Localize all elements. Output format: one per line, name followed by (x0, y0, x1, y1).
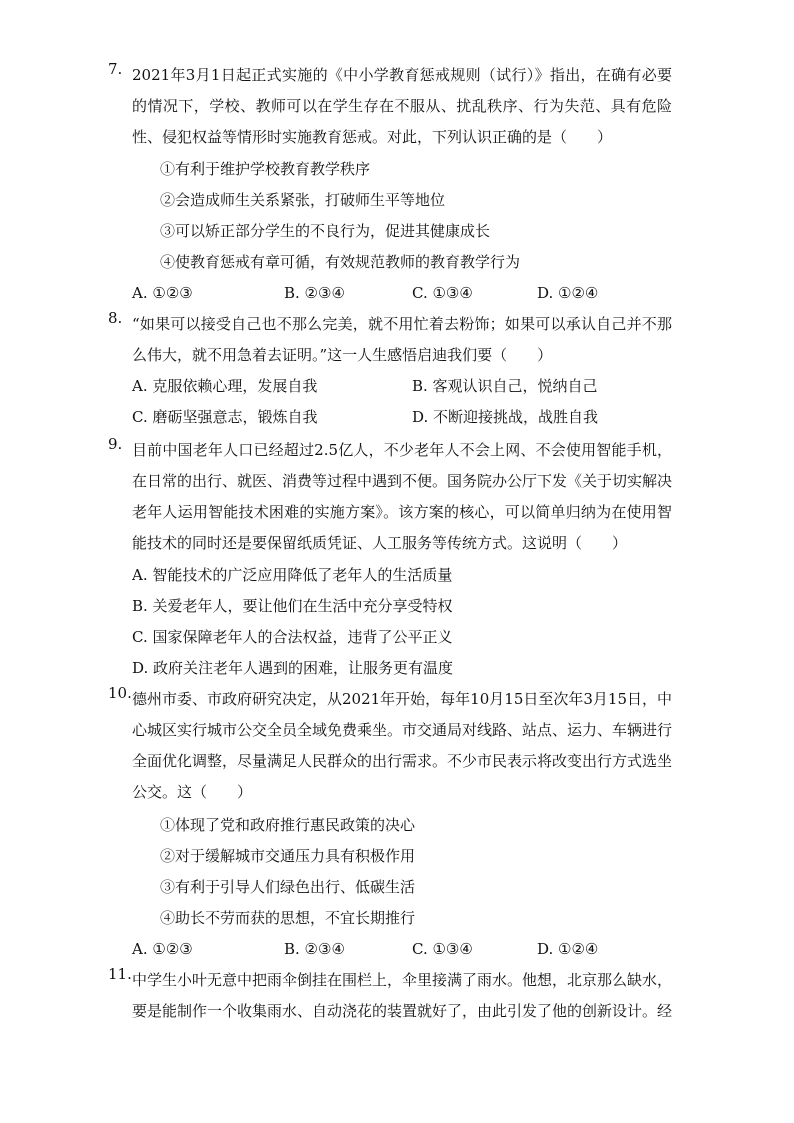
choice-a: A. 智能技术的广泛应用降低了老年人的生活质量 (132, 566, 453, 584)
question-stem: 2021年3月1日起正式实施的《中小学教育惩戒规则（试行）》指出，在确有必要的情况下，学校、教师可以在学生存在不服从、扰乱秩序、行为失范、具有危险性、侵犯权益等情形时实施教育惩戒。对此，下列认识正确的是（ ） (132, 66, 672, 146)
statement-item: ③有利于引导人们绿色出行、低碳生活 (160, 878, 416, 896)
choice-b: B. 关爱老年人，要让他们在生活中充分享受特权 (132, 597, 453, 615)
statement-item: ①有利于维护学校教育教学秩序 (160, 160, 371, 178)
answer-choices-row (132, 934, 692, 965)
choice-d: D. ①②④ (537, 940, 599, 958)
choice-c: C. 国家保障老年人的合法权益，违背了公平正义 (132, 628, 453, 646)
question-number: 8. (108, 309, 123, 327)
choice-a: A. 克服依赖心理，发展自我 (132, 377, 318, 395)
question-10 (108, 684, 673, 808)
choice-b: B. 客观认识自己，悦纳自己 (412, 377, 598, 395)
choice-b: B. ②③④ (284, 940, 345, 958)
answer-choices-row (132, 402, 692, 433)
choice-d: D. 不断迎接挑战，战胜自我 (412, 408, 599, 426)
statement-item: ②会造成师生关系紧张，打破师生平等地位 (160, 191, 446, 209)
choice-a: A. ①②③ (132, 284, 193, 302)
choice-d: D. ①②④ (537, 284, 599, 302)
question-stem: “如果可以接受自己也不那么完美，就不用忙着去粉饰；如果可以承认自己并不那么伟大，就不用急着去证明。”这一人生感悟启迪我们要（ ） (132, 315, 672, 364)
question-stem: 中学生小叶无意中把雨伞倒挂在围栏上，伞里接满了雨水。他想，北京那么缺水，要是能制作一个收集雨水、自动浇花的装置就好了，由此引发了他的创新设计。经 (132, 971, 673, 1020)
question-9 (108, 435, 673, 559)
question-number: 7. (108, 60, 123, 78)
choice-b: B. ②③④ (284, 284, 345, 302)
question-stem: 德州市委、市政府研究决定，从2021年开始，每年10月15日至次年3月15日，中心城区实行城市公交全员全域免费乘坐。市交通局对线路、站点、运力、车辆进行全面优化调整，尽量满足人民群众的出行需求。不少市民表示将改变出行方式选坐公交。这（ ） (132, 690, 673, 801)
choice-c: C. ①③④ (412, 284, 473, 302)
question-11 (108, 965, 673, 1027)
question-number: 9. (108, 435, 123, 453)
question-stem: 目前中国老年人口已经超过2.5亿人，不少老年人不会上网、不会使用智能手机，在日常的出行、就医、消费等过程中遇到不便。国务院办公厅下发《关于切实解决老年人运用智能技术困难的实施方案》。该方案的核心，可以简单归纳为在使用智能技术的同时还是要保留纸质凭证、人工服务等传统方式。这说明（ ） (132, 441, 673, 552)
question-number: 10. (108, 684, 132, 702)
statement-item: ③可以矫正部分学生的不良行为，促进其健康成长 (160, 222, 491, 240)
answer-choices-row (132, 371, 692, 402)
answer-choices-row (132, 278, 692, 309)
statement-item: ①体现了党和政府推行惠民政策的决心 (160, 816, 416, 834)
choice-c: C. 磨砺坚强意志，锻炼自我 (132, 408, 318, 426)
question-8 (108, 309, 672, 371)
choice-c: C. ①③④ (412, 940, 473, 958)
choice-d: D. 政府关注老年人遇到的困难，让服务更有温度 (132, 659, 454, 677)
statement-item: ④助长不劳而获的思想，不宜长期推行 (160, 909, 416, 927)
question-number: 11. (108, 965, 132, 983)
statement-item: ④使教育惩戒有章可循，有效规范教师的教育教学行为 (160, 253, 521, 271)
question-7 (108, 60, 672, 153)
statement-item: ②对于缓解城市交通压力具有积极作用 (160, 847, 416, 865)
choice-a: A. ①②③ (132, 940, 193, 958)
